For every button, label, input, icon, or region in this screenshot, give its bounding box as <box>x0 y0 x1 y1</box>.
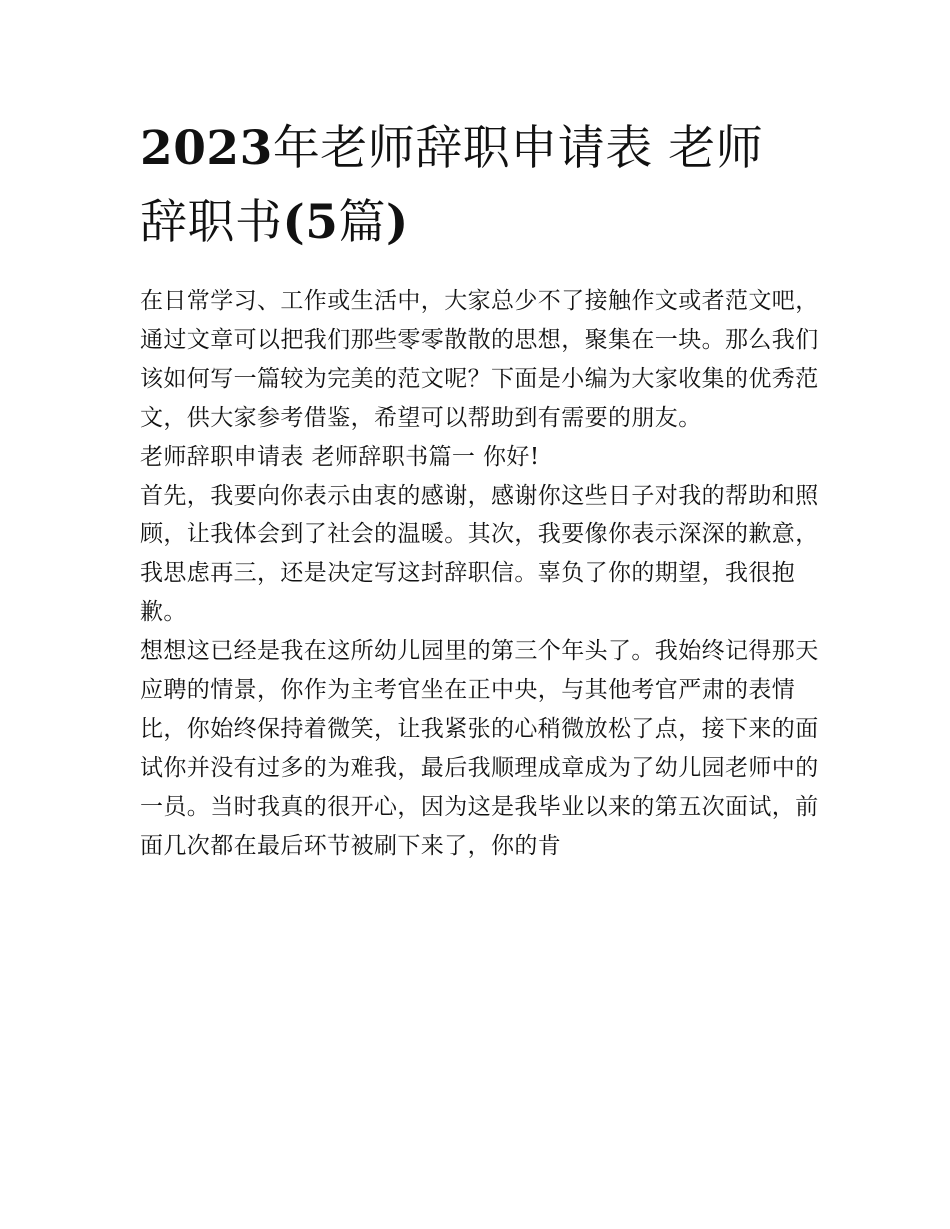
body-paragraph-thanks: 首先，我要向你表示由衷的感谢，感谢你这些日子对我的帮助和照顾，让我体会到了社会的温暖。其次，我要像你表示深深的歉意，我思虑再三，还是决定写这封辞职信。辜负了你的期望，我很抱歉。 <box>140 482 819 626</box>
document-body <box>140 282 820 866</box>
title-line2-text: 辞职书 <box>140 195 283 250</box>
body-paragraph-memory: 想想这已经是我在这所幼儿园里的第三个年头了。我始终记得那天应聘的情景，你作为主考官坐在正中央，与其他考官严肃的表情比，你始终保持着微笑，让我紧张的心稍微放松了点，接下来的面试你并没有过多的为难我，最后我顺理成章成为了幼儿园老师中的一员。当时我真的很开心，因为这是我毕业以来的第五次面试，前面几次都在最后环节被刷下来了，你的肯 <box>140 638 819 859</box>
document-title <box>140 112 820 260</box>
title-count-unit: 篇 <box>338 195 386 250</box>
title-line1-text: 年老师辞职申请表 老师 <box>272 121 764 176</box>
title-count-open: (5 <box>282 195 339 250</box>
title-year: 2023 <box>140 121 273 176</box>
section-heading: 老师辞职申请表 老师辞职书篇一 你好! <box>140 443 540 470</box>
title-count-close: ) <box>385 195 409 250</box>
intro-paragraph: 在日常学习、工作或生活中，大家总少不了接触作文或者范文吧，通过文章可以把我们那些零零散散的思想，聚集在一块。那么我们该如何写一篇较为完美的范文呢？下面是小编为大家收集的优秀范文，供大家参考借鉴，希望可以帮助到有需要的朋友。 <box>140 288 819 431</box>
